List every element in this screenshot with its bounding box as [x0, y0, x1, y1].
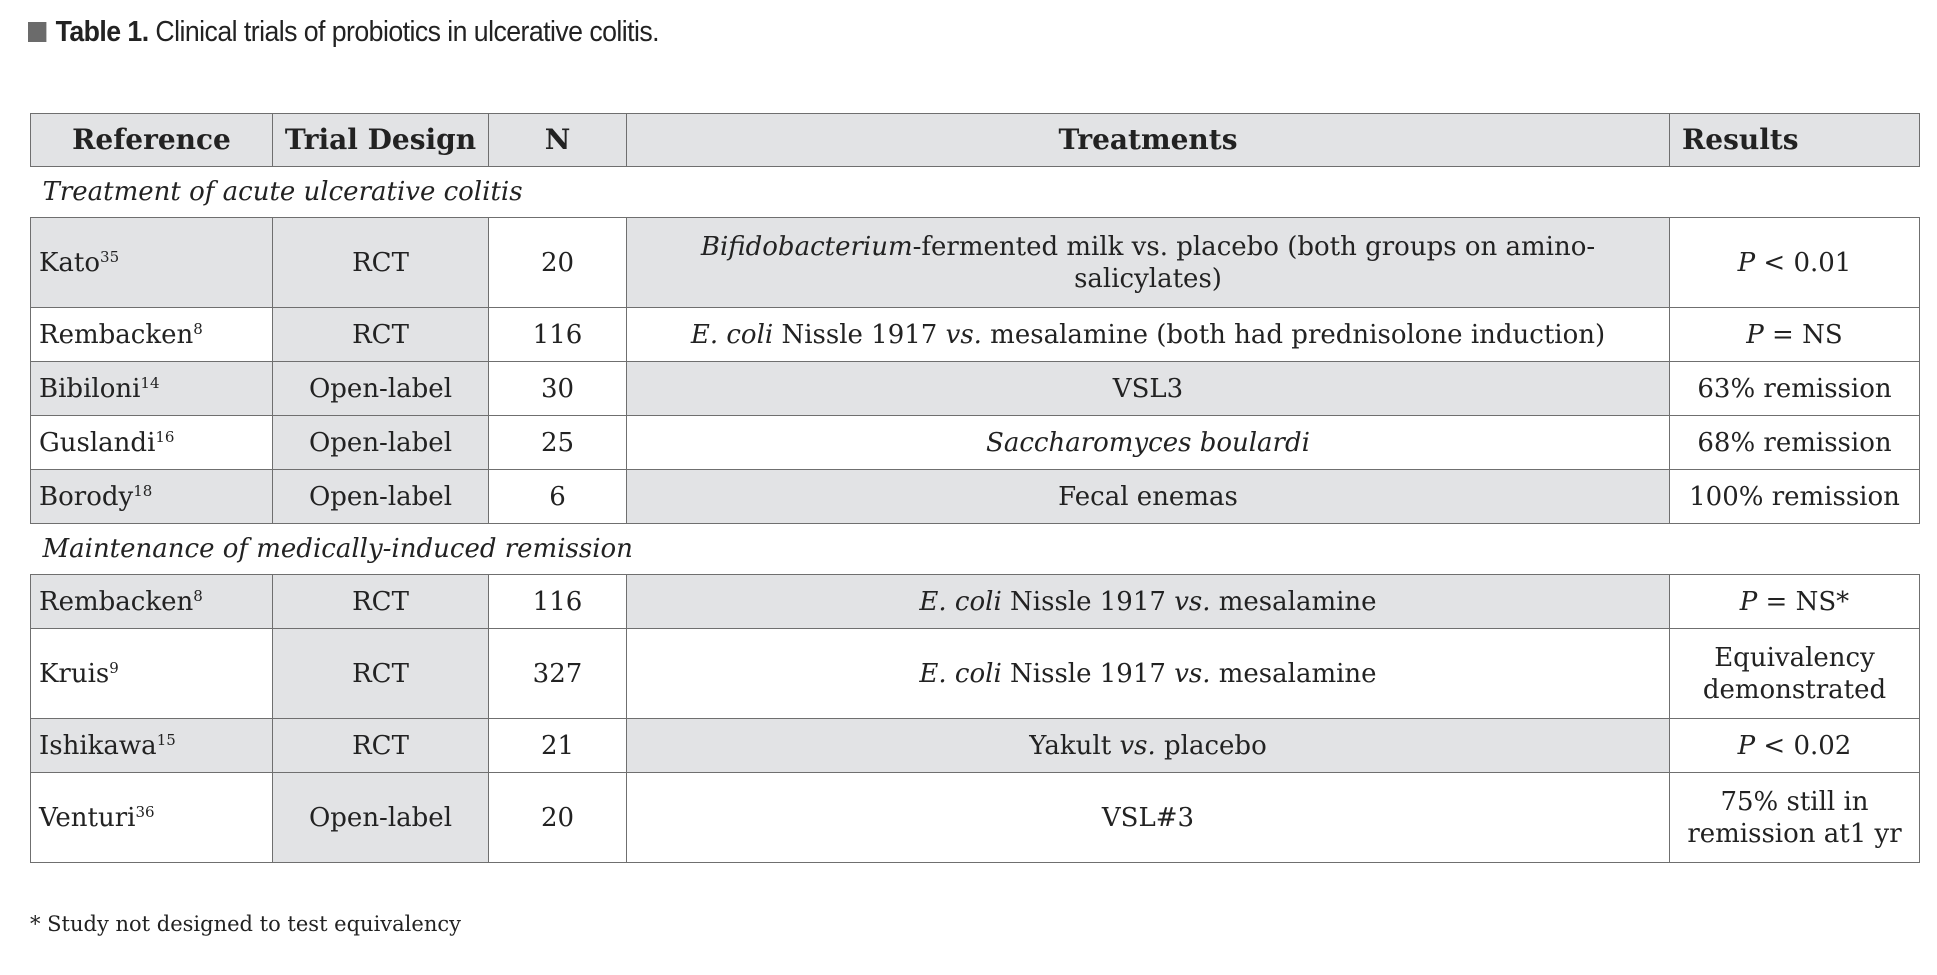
- reference-name: Guslandi: [39, 427, 156, 458]
- n-cell: 20: [489, 218, 627, 308]
- footnote: * Study not designed to test equivalency: [30, 912, 461, 936]
- design-cell: RCT: [273, 719, 489, 773]
- treatment-italic: vs.: [945, 319, 982, 350]
- result-line: 75% still in: [1720, 786, 1869, 817]
- treatment-italic: E. coli: [919, 586, 1002, 617]
- table-row: [31, 362, 1920, 416]
- n-cell: 6: [489, 470, 627, 524]
- reference-name: Bibiloni: [39, 373, 141, 404]
- treatment-cell: [627, 416, 1670, 470]
- treatment-italic: vs.: [1174, 586, 1211, 617]
- treatment-cell: [627, 218, 1670, 308]
- reference-name: Venturi: [39, 802, 136, 833]
- treatment-italic: E. coli: [919, 658, 1002, 689]
- result-cell: [1670, 629, 1920, 719]
- result-cell: P = NS: [1670, 308, 1920, 362]
- reference-name: Rembacken: [39, 319, 194, 350]
- citation-number: 36: [135, 802, 155, 821]
- citation-number: 8: [193, 586, 203, 605]
- header-results: Results: [1670, 114, 1920, 167]
- result-cell: P < 0.01: [1670, 218, 1920, 308]
- reference-name: Rembacken: [39, 586, 194, 617]
- citation-number: 9: [109, 658, 119, 677]
- table-row: [31, 416, 1920, 470]
- result-line: demonstrated: [1702, 674, 1887, 705]
- table-row: [31, 470, 1920, 524]
- treatment-cell: [627, 629, 1670, 719]
- table-title: [28, 16, 659, 49]
- result-cell: [1670, 575, 1920, 629]
- design-cell: RCT: [273, 575, 489, 629]
- treatment-cell: VSL#3: [627, 773, 1670, 863]
- design-cell: RCT: [273, 629, 489, 719]
- treatment-text: mesalamine (both had prednisolone induction): [981, 319, 1606, 350]
- treatment-cell: [627, 308, 1670, 362]
- treatment-text: mesalamine: [1210, 586, 1377, 617]
- n-cell: 25: [489, 416, 627, 470]
- result-line: Equivalency: [1714, 642, 1875, 673]
- table-row: [31, 629, 1920, 719]
- table-label: Table 1.: [55, 16, 149, 48]
- citation-number: 16: [155, 427, 175, 446]
- n-cell: 30: [489, 362, 627, 416]
- design-cell: Open-label: [273, 416, 489, 470]
- reference-cell: [31, 575, 273, 629]
- reference-cell: [31, 362, 273, 416]
- reference-cell: [31, 629, 273, 719]
- treatment-cell: Fecal enemas: [627, 470, 1670, 524]
- treatment-text: Nissle 1917: [1001, 658, 1175, 689]
- treatment-cell: [627, 575, 1670, 629]
- result-line: remission at1 yr: [1687, 818, 1902, 849]
- n-cell: 21: [489, 719, 627, 773]
- design-cell: Open-label: [273, 773, 489, 863]
- treatment-cell: [627, 719, 1670, 773]
- reference-cell: [31, 773, 273, 863]
- reference-cell: [31, 308, 273, 362]
- reference-cell: [31, 470, 273, 524]
- header-row: [31, 114, 1920, 167]
- citation-number: 35: [100, 247, 120, 266]
- design-cell: Open-label: [273, 470, 489, 524]
- treatment-text: Yakult: [1029, 730, 1120, 761]
- table-caption: Clinical trials of probiotics in ulcerative colitis.: [155, 16, 660, 48]
- treatment-italic: Bifidobacterium: [700, 231, 913, 262]
- reference-cell: [31, 416, 273, 470]
- reference-cell: [31, 719, 273, 773]
- table-row: [31, 308, 1920, 362]
- n-cell: 327: [489, 629, 627, 719]
- treatment-italic: E. coli: [690, 319, 774, 350]
- treatment-italic: Saccharomyces boulardi: [986, 427, 1310, 458]
- citation-number: 18: [133, 481, 153, 500]
- design-cell: Open-label: [273, 362, 489, 416]
- design-cell: RCT: [273, 308, 489, 362]
- treatment-text: Nissle 1917: [1001, 586, 1175, 617]
- n-cell: 116: [489, 308, 627, 362]
- title-square-icon: [28, 22, 46, 42]
- result-cell: 100% remission: [1670, 470, 1920, 524]
- section-heading: Maintenance of medically-induced remission: [31, 524, 1920, 575]
- header-reference: Reference: [31, 114, 273, 167]
- citation-number: 14: [140, 373, 160, 392]
- design-cell: RCT: [273, 218, 489, 308]
- result-cell: P < 0.02: [1670, 719, 1920, 773]
- table-row: [31, 773, 1920, 863]
- reference-name: Ishikawa: [39, 730, 157, 761]
- reference-name: Borody: [39, 481, 134, 512]
- result-cell: 68% remission: [1670, 416, 1920, 470]
- table-row: [31, 575, 1920, 629]
- section-heading-row: [31, 167, 1920, 218]
- result-cell: [1670, 773, 1920, 863]
- reference-cell: [31, 218, 273, 308]
- result-cell: 63% remission: [1670, 362, 1920, 416]
- header-trial-design: Trial Design: [273, 114, 489, 167]
- trials-table: [30, 113, 1920, 863]
- treatment-text: placebo: [1155, 730, 1267, 761]
- reference-name: Kruis: [39, 658, 110, 689]
- treatment-italic: vs.: [1119, 730, 1156, 761]
- section-heading: Treatment of acute ulcerative colitis: [31, 167, 1920, 218]
- result-text: P = NS*: [1739, 586, 1850, 617]
- citation-number: 8: [193, 319, 203, 338]
- section-heading-row: [31, 524, 1920, 575]
- header-n: N: [489, 114, 627, 167]
- treatment-text: -fermented milk vs. placebo (both groups on amino-salicylates): [912, 231, 1596, 294]
- table-row: [31, 719, 1920, 773]
- treatment-italic: vs.: [1174, 658, 1211, 689]
- treatment-text: Nissle 1917: [773, 319, 946, 350]
- table-row: [31, 218, 1920, 308]
- header-treatments: Treatments: [627, 114, 1670, 167]
- n-cell: 116: [489, 575, 627, 629]
- reference-name: Kato: [39, 247, 101, 278]
- n-cell: 20: [489, 773, 627, 863]
- treatment-text: mesalamine: [1210, 658, 1377, 689]
- treatment-cell: VSL3: [627, 362, 1670, 416]
- citation-number: 15: [156, 730, 176, 749]
